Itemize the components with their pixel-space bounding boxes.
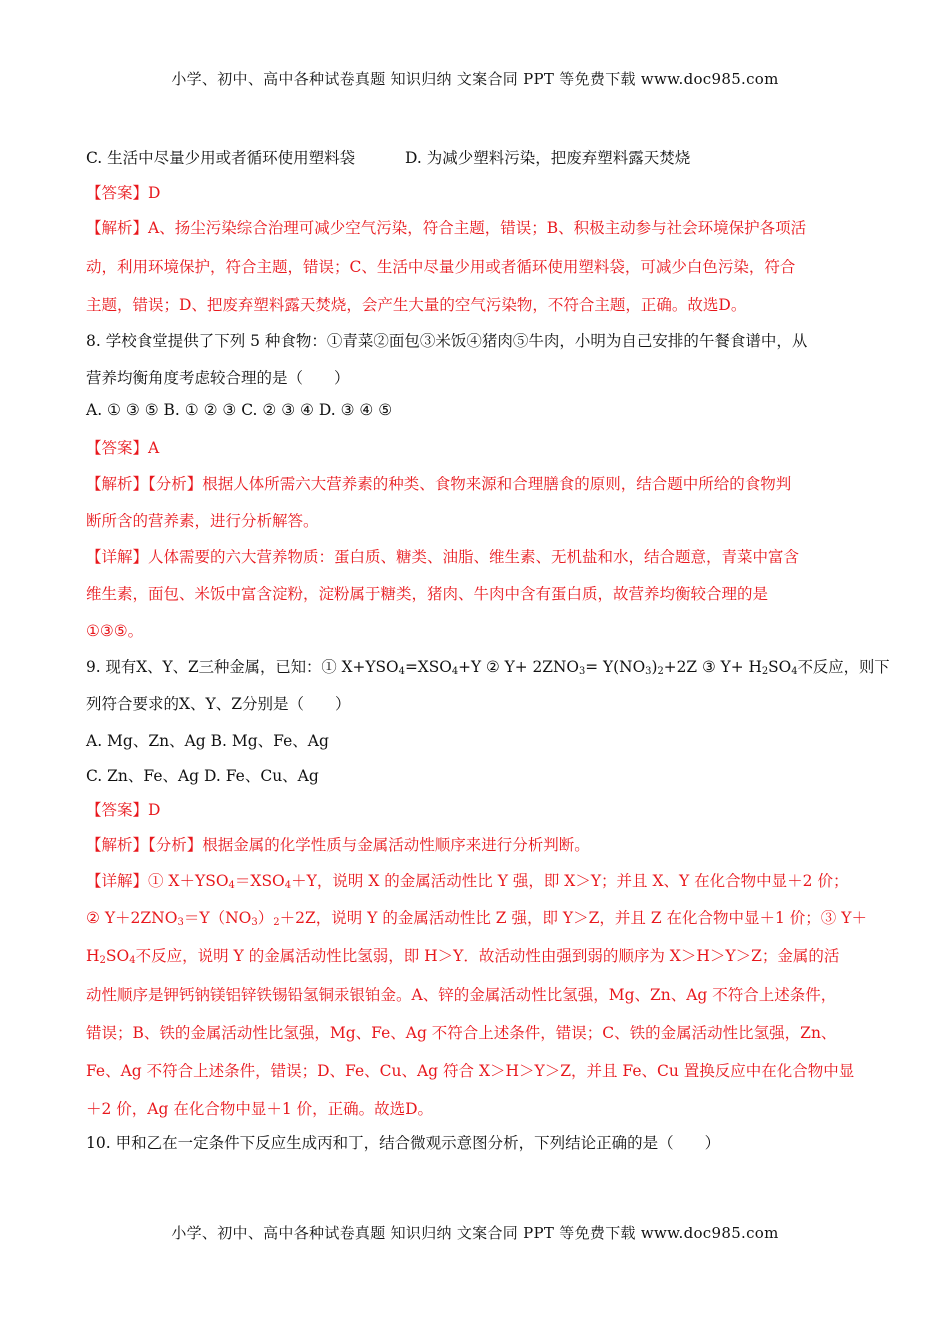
q8-detail-line-2: 维生素，面包、米饭中富含淀粉，淀粉属于糖类，猪肉、牛肉中含有蛋白质，故营养均衡较合理的是: [86, 585, 769, 603]
subscript: 4: [129, 955, 136, 966]
q9-stem-part: 不反应，则下: [797, 658, 890, 676]
q9-options-cd: C. Zn、Fe、Ag D. Fe、Cu、Ag: [86, 767, 319, 785]
subscript: 3: [578, 666, 586, 677]
q7-analysis-line-2: 动，利用环境保护，符合主题，错误；C、生活中尽量少用或者循环使用塑料袋，可减少白色污染，符合: [86, 258, 796, 276]
q9-detail-part: H: [86, 947, 100, 965]
subscript: 3: [177, 917, 184, 928]
subscript: 2: [99, 955, 106, 966]
q7-analysis-line-1: 【解析】A、扬尘污染综合治理可减少空气污染，符合主题，错误；B、积极主动参与社会环境保护各项活: [86, 219, 807, 237]
q8-analysis-line-1: 【解析】【分析】根据人体所需六大营养素的种类、食物来源和合理膳食的原则，结合题中所给的食物判: [86, 475, 792, 493]
q8-detail-line-3: ①③⑤。: [86, 622, 144, 640]
q7-options: [86, 146, 690, 168]
subscript: 3: [645, 666, 652, 677]
q7-answer: 【答案】D: [86, 184, 161, 202]
q9-detail-part: SO: [105, 947, 130, 965]
q9-options-ab: A. Mg、Zn、Ag B. Mg、Fe、Ag: [86, 732, 329, 750]
q9-detail-line-4: 动性顺序是钾钙钠镁铝锌铁锡铅氢铜汞银铂金。A、锌的金属活动性比氢强，Mg、Zn、Ag 不符合上述条件，: [86, 986, 837, 1004]
subscript: 4: [398, 666, 405, 677]
q9-detail-part: 【详解】① X＋YSO: [86, 872, 229, 890]
subscript: 2: [657, 666, 664, 677]
q9-stem-part: +Y ② Y+ 2ZNO: [458, 658, 579, 676]
q9-detail-line-3: [86, 944, 839, 966]
q8-stem-line-1: 8. 学校食堂提供了下列 5 种食物：①青菜②面包③米饭④猪肉⑤牛肉，小明为自己安排的午餐食谱中，从: [86, 332, 808, 350]
q9-detail-line-6: Fe、Ag 不符合上述条件，错误；D、Fe、Cu、Ag 符合 X＞H＞Y＞Z，并且 Fe、Cu 置换反应中在化合物中显: [86, 1062, 855, 1080]
subscript: 2: [273, 917, 280, 928]
q9-stem-part: 9. 现有X、Y、Z三种金属，已知：① X+YSO: [86, 658, 399, 676]
q9-stem-line-1: [86, 655, 890, 677]
page-footer: 小学、初中、高中各种试卷真题 知识归纳 文案合同 PPT 等免费下载 www.doc985.com: [171, 1224, 779, 1242]
q9-detail-part: ＋Y，说明 X 的金属活动性比 Y 强，即 X＞Y；并且 X、Y 在化合物中显＋2 价；: [291, 872, 849, 890]
q8-answer: 【答案】A: [86, 439, 160, 457]
subscript: 4: [284, 880, 292, 891]
q9-detail-line-5: 错误；B、铁的金属活动性比氢强，Mg、Fe、Ag 不符合上述条件，错误；C、铁的金属活动性比氢强，Zn、: [86, 1024, 837, 1042]
q7-analysis-line-3: 主题，错误；D、把废弃塑料露天焚烧，会产生大量的空气污染物，不符合主题，正确。故选D。: [86, 296, 747, 314]
q9-analysis: 【解析】【分析】根据金属的化学性质与金属活动性顺序来进行分析判断。: [86, 836, 590, 854]
q9-stem-line-2: 列符合要求的X、Y、Z分别是（ ）: [86, 695, 351, 713]
q9-detail-part: 不反应，说明 Y 的金属活动性比氢弱，即 H＞Y．故活动性由强到弱的顺序为 X＞H＞Y＞Z；金属的活: [135, 947, 840, 965]
page-header: 小学、初中、高中各种试卷真题 知识归纳 文案合同 PPT 等免费下载 www.doc985.com: [171, 70, 779, 88]
subscript: 4: [791, 666, 798, 677]
q9-detail-part: ＋2Z，说明 Y 的金属活动性比 Z 强，即 Y＞Z，并且 Z 在化合物中显＋1 价；③ Y＋: [279, 909, 867, 927]
q9-detail-part: ＝XSO: [234, 872, 285, 890]
subscript: 4: [451, 666, 459, 677]
subscript: 4: [228, 880, 235, 891]
q9-stem-part: = Y(NO: [585, 658, 646, 676]
subscript: 2: [761, 666, 769, 677]
q8-analysis-line-2: 断所含的营养素，进行分析解答。: [86, 512, 319, 530]
q9-detail-line-2: [86, 906, 867, 928]
q9-detail-part: ）: [257, 909, 274, 927]
q9-stem-part: SO: [768, 658, 792, 676]
q7-option-c: C. 生活中尽量少用或者循环使用塑料袋: [86, 149, 356, 167]
q9-stem-part: +2Z ③ Y+ H: [663, 658, 762, 676]
q9-detail-part: ② Y＋2ZNO: [86, 909, 178, 927]
q9-answer: 【答案】D: [86, 801, 161, 819]
q9-stem-part: =XSO: [404, 658, 452, 676]
q8-options: A. ① ③ ⑤ B. ① ② ③ C. ② ③ ④ D. ③ ④ ⑤: [86, 401, 393, 419]
q8-stem-line-2: 营养均衡角度考虑较合理的是（ ）: [86, 369, 350, 387]
q9-detail-line-1: [86, 869, 848, 891]
q9-detail-part: ＝Y（NO: [183, 909, 252, 927]
q7-option-d: D. 为减少塑料污染，把废弃塑料露天焚烧: [405, 149, 691, 167]
q10-stem: 10. 甲和乙在一定条件下反应生成丙和丁，结合微观示意图分析，下列结论正确的是（ ）: [86, 1134, 721, 1152]
q8-detail-line-1: 【详解】人体需要的六大营养物质：蛋白质、糖类、油脂、维生素、无机盐和水，结合题意，青菜中富含: [86, 548, 800, 566]
q9-detail-line-7: ＋2 价，Ag 在化合物中显＋1 价，正确。故选D。: [86, 1100, 434, 1118]
subscript: 3: [251, 917, 258, 928]
q9-stem-part: ): [651, 658, 658, 676]
